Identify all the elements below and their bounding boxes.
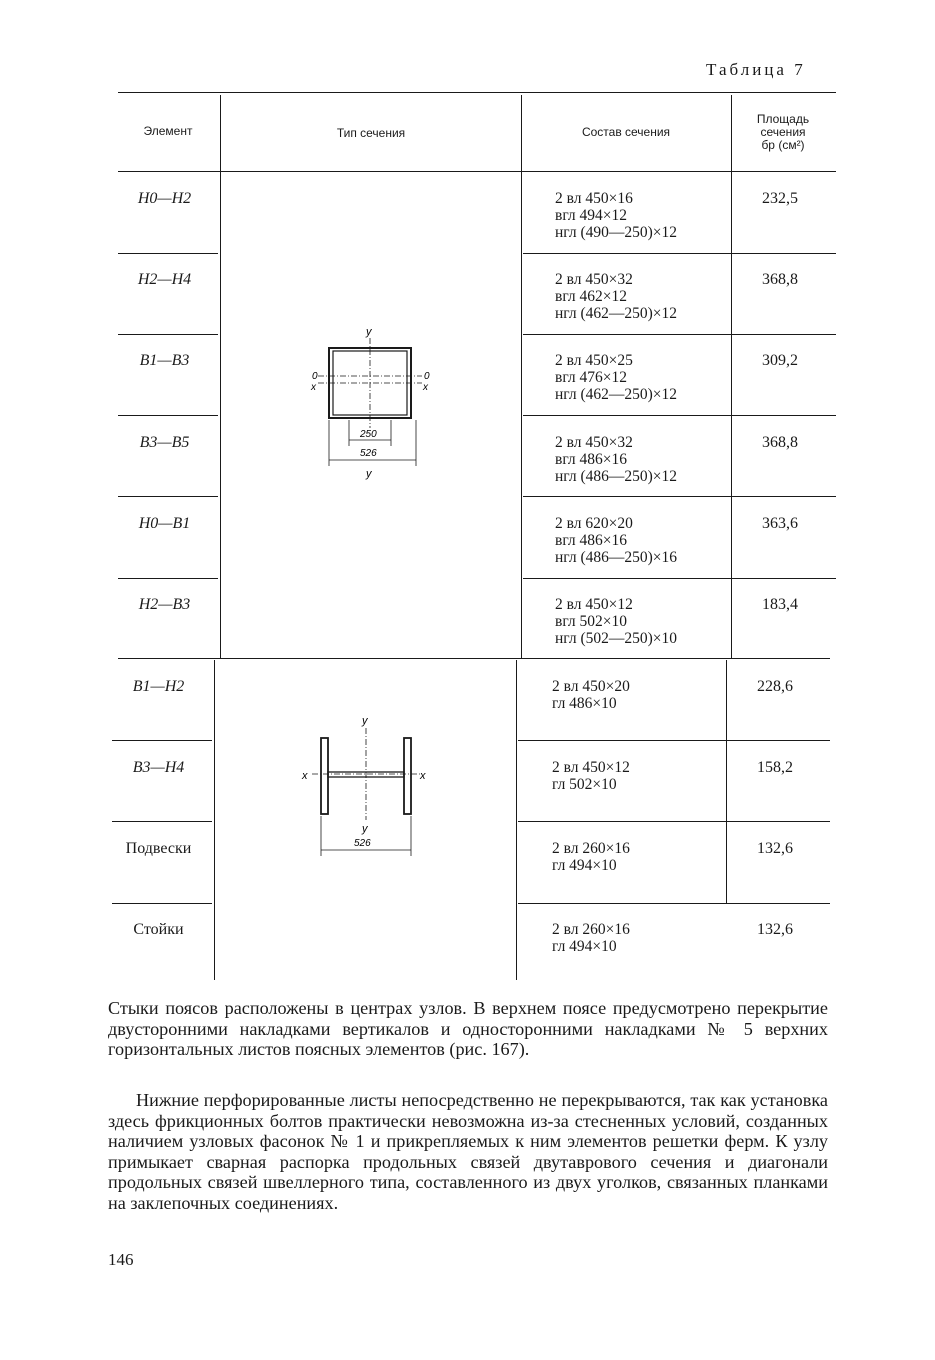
header-section-type: Тип сечения <box>336 126 406 140</box>
header-area-line1: Площадь <box>756 112 810 126</box>
row-composition-line: нгл (490—250)×12 <box>555 224 678 241</box>
row-element: В1—Н2 <box>132 678 185 695</box>
axis-x-label: х <box>302 770 308 782</box>
row-composition-line: нгл (486—250)×16 <box>555 549 678 566</box>
page-number: 146 <box>108 1250 134 1269</box>
row-composition-line: 2 вл 620×20 <box>555 515 633 532</box>
axis-x-label: х <box>423 382 428 393</box>
row-area: 158,2 <box>757 759 793 776</box>
row-rule <box>523 496 836 497</box>
row-area: 183,4 <box>762 596 798 613</box>
axis-y-label: у <box>362 715 368 727</box>
row-rule <box>518 903 830 904</box>
row-area: 309,2 <box>762 352 798 369</box>
table-caption: Таблица 7 <box>706 60 806 79</box>
row-composition-line: 2 вл 450×12 <box>555 596 633 613</box>
row-composition-line: гл 502×10 <box>552 776 617 793</box>
axis-o-label: 0 <box>312 371 318 382</box>
row-area: 132,6 <box>757 840 793 857</box>
dimension-label: 526 <box>360 448 377 459</box>
header-area-line2: сечения <box>760 125 806 139</box>
row-composition-line: 2 вл 260×16 <box>552 840 630 857</box>
row-composition-line: 2 вл 260×16 <box>552 921 630 938</box>
row-element: Н2—Н4 <box>137 271 192 288</box>
row-element: В3—В5 <box>139 434 190 451</box>
row-composition-line: нгл (462—250)×12 <box>555 386 678 403</box>
row-element: В1—В3 <box>139 352 190 369</box>
row-area: 228,6 <box>757 678 793 695</box>
header-bottom-rule <box>118 171 836 172</box>
col-divider-1-bottom <box>214 660 215 980</box>
axis-x-label: х <box>420 770 426 782</box>
row-rule <box>118 334 218 335</box>
box-section-drawing <box>300 320 440 480</box>
row-element: Н2—В3 <box>138 596 191 613</box>
body-paragraph: Нижние перфорированные листы непосредственно не перекрываются, так как установка здесь фрикционных болтов практически невозможна из-за стесненных условий, созданных наличием узловых фасонок № 1 и прикрепляемых к ним элементов решетки ферм. К узлу примыкает сварная распорка продольных связей двутаврового сечения и диагонали продольных связей швеллерного типа, составленного из двух уголков, связанных планками на заклепочных соединениях. <box>108 1090 828 1213</box>
axis-y-label: у <box>362 823 368 835</box>
row-composition-line: нгл (502—250)×10 <box>555 630 678 647</box>
row-rule <box>523 253 836 254</box>
col-divider-2-top <box>521 95 522 658</box>
row-composition-line: 2 вл 450×25 <box>555 352 633 369</box>
row-rule <box>518 821 830 822</box>
row-rule <box>523 578 836 579</box>
row-composition-line: вгл 502×10 <box>555 613 627 630</box>
row-rule <box>118 253 218 254</box>
row-composition-line: вгл 476×12 <box>555 369 627 386</box>
row-composition-line: нгл (462—250)×12 <box>555 305 678 322</box>
row-rule <box>118 496 218 497</box>
row-rule <box>118 415 218 416</box>
axis-y-label: у <box>366 326 372 338</box>
header-area-line3: бр (см²) <box>761 138 805 152</box>
row-area: 368,8 <box>762 434 798 451</box>
row-rule <box>523 334 836 335</box>
row-area: 368,8 <box>762 271 798 288</box>
row-area: 132,6 <box>757 921 793 938</box>
row-composition-line: вгл 486×16 <box>555 451 627 468</box>
header-element: Элемент <box>143 124 193 138</box>
row-composition-line: гл 494×10 <box>552 938 617 955</box>
axis-y-label: у <box>366 468 372 480</box>
col-divider-1-top <box>220 95 221 658</box>
row-composition-line: нгл (486—250)×12 <box>555 468 678 485</box>
body-paragraph: Стыки поясов расположены в центрах узлов. В верхнем поясе предусмотрено перекрытие двусторонними накладками вертикалов и односторонними накладками № 5 верхних горизонтальных листов поясных элементов (рис. 167). <box>108 998 828 1060</box>
axis-x-label: х <box>311 382 316 393</box>
row-element: В3—Н4 <box>132 759 185 776</box>
axis-o-label: 0 <box>424 371 430 382</box>
row-rule <box>112 740 212 741</box>
col-divider-2-bottom <box>516 660 517 980</box>
row-composition-line: вгл 486×16 <box>555 532 627 549</box>
row-composition-line: вгл 494×12 <box>555 207 627 224</box>
row-composition-line: 2 вл 450×32 <box>555 434 633 451</box>
row-composition-line: 2 вл 450×32 <box>555 271 633 288</box>
row-element: Н0—В1 <box>138 515 191 532</box>
i-section-drawing <box>300 708 440 860</box>
table-top-rule <box>118 92 836 93</box>
row-element: Стойки <box>133 921 184 938</box>
row-element: Н0—Н2 <box>137 190 192 207</box>
row-rule <box>118 578 218 579</box>
row-composition-line: 2 вл 450×16 <box>555 190 633 207</box>
row-composition-line: вгл 462×12 <box>555 288 627 305</box>
header-composition: Состав сечения <box>581 125 671 139</box>
row-composition-line: 2 вл 450×20 <box>552 678 630 695</box>
row-composition-line: 2 вл 450×12 <box>552 759 630 776</box>
row-rule <box>112 821 212 822</box>
col-divider-3-bottom <box>726 660 727 903</box>
row-rule <box>523 415 836 416</box>
row-rule <box>112 903 212 904</box>
dimension-label: 526 <box>354 838 371 849</box>
row-element: Подвески <box>125 840 192 857</box>
group-divider-rule <box>118 658 830 659</box>
row-composition-line: гл 486×10 <box>552 695 617 712</box>
col-divider-3-top <box>731 95 732 658</box>
row-composition-line: гл 494×10 <box>552 857 617 874</box>
row-area: 363,6 <box>762 515 798 532</box>
row-area: 232,5 <box>762 190 798 207</box>
dimension-label: 250 <box>360 429 377 440</box>
row-rule <box>518 740 830 741</box>
